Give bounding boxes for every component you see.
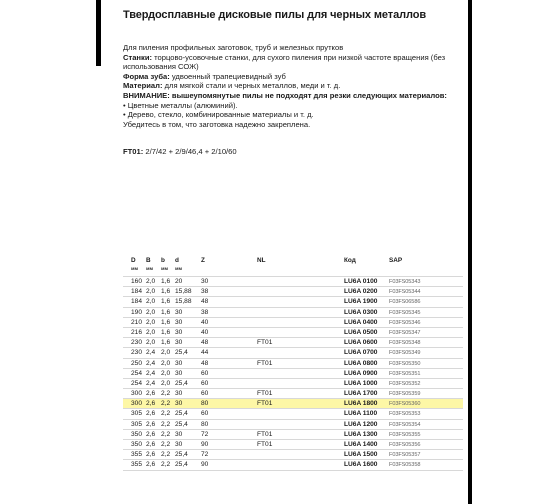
tooth-formula (123, 147, 237, 156)
cell-b-lower: 2,2 (161, 420, 171, 428)
cell-d-bore: 25,4 (175, 410, 188, 418)
cell-sap: F03FS05347 (389, 329, 421, 336)
cell-sap: F03FS05349 (389, 350, 421, 357)
warning-text: вышеупомянутые пилы не подходят для резки следующих материалов: (171, 90, 447, 100)
header-b-lower: b (161, 257, 165, 264)
cell-code: LU6A 1700 (344, 390, 378, 398)
cell-code: LU6A 0400 (344, 318, 378, 326)
formula-text: 2/7/42 + 2/9/46,4 + 2/10/60 (145, 147, 237, 156)
cell-b-upper: 2,0 (146, 308, 156, 316)
cell-b-upper: 2,6 (146, 441, 156, 448)
cell-d-bore: 30 (175, 339, 183, 347)
cell-d-outer: 254 (131, 379, 143, 387)
cell-d-outer: 355 (131, 451, 143, 459)
cell-b-upper: 2,6 (146, 420, 156, 428)
header-z: Z (201, 257, 205, 264)
cell-b-upper: 2,0 (146, 298, 156, 306)
table-row-highlighted (123, 399, 463, 409)
cell-b-lower: 2,0 (161, 379, 171, 387)
cell-nl: FT01 (257, 339, 273, 347)
unit-b-upper: мм (146, 267, 154, 272)
cell-b-lower: 2,2 (161, 461, 171, 469)
cell-z: 60 (201, 390, 209, 398)
table-row (123, 389, 463, 399)
cell-d-outer: 305 (131, 410, 143, 418)
unit-d-outer: мм (131, 267, 139, 272)
cell-code: LU6A 0100 (344, 278, 378, 285)
cell-d-bore: 25,4 (175, 451, 188, 459)
table-row (123, 440, 463, 450)
cell-code: LU6A 1400 (344, 441, 378, 448)
cell-b-upper: 2,0 (146, 328, 156, 336)
cell-code: LU6A 0800 (344, 359, 378, 367)
cell-sap: F03FS06586 (389, 299, 421, 306)
intro-text: Для пиления профильных заготовок, труб и железных прутков (123, 43, 344, 52)
table-row (123, 287, 463, 297)
formula-label: FT01: (123, 147, 144, 156)
header-code: Код (344, 257, 356, 264)
table-row (123, 460, 463, 470)
cell-b-lower: 2,2 (161, 451, 171, 459)
cell-d-bore: 30 (175, 430, 183, 438)
cell-d-outer: 250 (131, 359, 143, 367)
machines-line (123, 53, 463, 72)
safety-note: Убедитесь в том, что заготовка надежно закреплена. (123, 119, 311, 129)
cell-b-lower: 2,2 (161, 410, 171, 418)
cell-d-bore: 30 (175, 400, 183, 408)
cell-code: LU6A 1800 (344, 400, 378, 408)
product-description (123, 43, 463, 129)
cell-d-outer: 230 (131, 339, 143, 347)
cell-b-upper: 2,0 (146, 288, 156, 296)
cell-b-lower: 2,2 (161, 441, 171, 448)
cell-code: LU6A 0900 (344, 369, 378, 377)
cell-b-lower: 1,6 (161, 328, 171, 336)
cell-z: 40 (201, 328, 209, 336)
cell-sap: F03FS05350 (389, 360, 421, 367)
machines-label: Станки: (123, 52, 153, 62)
table-header (123, 257, 463, 276)
cell-b-lower: 1,6 (161, 308, 171, 316)
cell-d-bore: 25,4 (175, 420, 188, 428)
cell-z: 60 (201, 369, 209, 377)
cell-z: 48 (201, 359, 209, 367)
table-row (123, 328, 463, 338)
cell-d-bore: 25,4 (175, 461, 188, 469)
cell-nl: FT01 (257, 359, 273, 367)
cell-b-upper: 2,6 (146, 451, 156, 459)
cell-d-bore: 15,88 (175, 298, 192, 306)
header-sap: SAP (389, 257, 403, 264)
cell-sap: F03FS05351 (389, 370, 421, 377)
material-line (123, 81, 463, 91)
warning-label: ВНИМАНИЕ: (123, 90, 170, 100)
cell-z: 38 (201, 308, 209, 316)
cell-d-outer: 305 (131, 420, 143, 428)
table-row (123, 409, 463, 419)
cell-b-upper: 2,6 (146, 390, 156, 398)
cell-code: LU6A 0600 (344, 339, 378, 347)
cell-z: 80 (201, 400, 209, 408)
cell-b-lower: 2,2 (161, 400, 171, 408)
cell-b-upper: 2,0 (146, 339, 156, 347)
cell-code: LU6A 1000 (344, 379, 378, 387)
cell-sap: F03FS05354 (389, 421, 421, 428)
cell-z: 40 (201, 318, 209, 326)
cell-d-outer: 190 (131, 308, 143, 316)
cell-b-lower: 2,2 (161, 430, 171, 438)
cell-code: LU6A 0700 (344, 349, 378, 357)
spec-table (123, 257, 463, 471)
cell-d-outer: 355 (131, 461, 143, 469)
tooth-label: Форма зуба: (123, 71, 170, 81)
cell-b-upper: 2,4 (146, 369, 156, 377)
cell-z: 72 (201, 451, 209, 459)
material-text: для мягкой стали и черных металлов, меди и т. д. (164, 81, 341, 91)
cell-sap: F03FS05346 (389, 319, 421, 326)
table-row (123, 297, 463, 307)
cell-nl: FT01 (257, 400, 273, 408)
cell-nl: FT01 (257, 430, 273, 438)
cell-d-bore: 30 (175, 441, 183, 448)
cell-b-upper: 2,6 (146, 461, 156, 469)
cell-z: 72 (201, 430, 209, 438)
cell-d-bore: 30 (175, 369, 183, 377)
cell-d-outer: 160 (131, 278, 143, 285)
cell-b-upper: 2,0 (146, 318, 156, 326)
cell-z: 48 (201, 339, 209, 347)
cell-nl: FT01 (257, 441, 273, 448)
cell-sap: F03FS05357 (389, 452, 421, 459)
cell-d-bore: 15,88 (175, 288, 192, 296)
table-row (123, 308, 463, 318)
cell-d-outer: 350 (131, 430, 143, 438)
cell-code: LU6A 1100 (344, 410, 378, 418)
cell-b-upper: 2,4 (146, 379, 156, 387)
cell-d-bore: 30 (175, 318, 183, 326)
cell-b-lower: 1,6 (161, 278, 171, 285)
cell-b-upper: 2,6 (146, 430, 156, 438)
decorative-bar-right (468, 0, 472, 504)
cell-sap: F03FS05353 (389, 411, 421, 418)
cell-b-lower: 1,6 (161, 318, 171, 326)
cell-nl: FT01 (257, 390, 273, 398)
cell-d-bore: 30 (175, 390, 183, 398)
cell-b-upper: 2,4 (146, 349, 156, 357)
cell-sap: F03FS05359 (389, 391, 421, 398)
warning-line (123, 91, 463, 101)
table-row (123, 318, 463, 328)
cell-z: 30 (201, 278, 209, 285)
cell-b-lower: 1,6 (161, 288, 171, 296)
cell-d-outer: 300 (131, 400, 143, 408)
cell-d-bore: 25,4 (175, 349, 188, 357)
table-row (123, 359, 463, 369)
cell-sap: F03FS05343 (389, 279, 421, 285)
unit-b-lower: мм (161, 267, 169, 272)
cell-d-bore: 30 (175, 359, 183, 367)
cell-d-bore: 25,4 (175, 379, 188, 387)
cell-sap: F03FS05352 (389, 380, 421, 387)
cell-code: LU6A 1500 (344, 451, 378, 459)
table-row (123, 450, 463, 460)
cell-b-lower: 2,0 (161, 369, 171, 377)
decorative-bar-left (96, 0, 101, 66)
cell-d-outer: 230 (131, 349, 143, 357)
bullet-wood-glass: • Дерево, стекло, комбинированные материалы и т. д. (123, 110, 314, 120)
cell-d-outer: 210 (131, 318, 143, 326)
cell-d-outer: 184 (131, 298, 143, 306)
cell-d-outer: 184 (131, 288, 143, 296)
cell-b-lower: 1,6 (161, 298, 171, 306)
cell-code: LU6A 1600 (344, 461, 378, 469)
cell-b-lower: 2,2 (161, 390, 171, 398)
cell-code: LU6A 1900 (344, 298, 378, 306)
cell-z: 60 (201, 410, 209, 418)
cell-code: LU6A 0500 (344, 328, 378, 336)
header-nl: NL (257, 257, 266, 264)
table-row (123, 369, 463, 379)
table-row (123, 276, 463, 287)
cell-b-lower: 2,0 (161, 349, 171, 357)
cell-sap: F03FS05356 (389, 442, 421, 448)
cell-code: LU6A 0300 (344, 308, 378, 316)
cell-z: 80 (201, 420, 209, 428)
cell-d-outer: 254 (131, 369, 143, 377)
tooth-text: удвоенный трапециевидный зуб (171, 71, 286, 81)
cell-sap: F03FS05348 (389, 340, 421, 347)
cell-z: 90 (201, 461, 209, 469)
table-row (123, 338, 463, 348)
cell-z: 38 (201, 288, 209, 296)
header-d-bore: d (175, 257, 179, 264)
cell-sap: F03FS05344 (389, 289, 421, 296)
cell-d-outer: 216 (131, 328, 143, 336)
machines-text: торцово-усовочные станки, для сухого пиления при низкой частоте вращения (без использования СОЖ) (123, 52, 446, 72)
tooth-line (123, 72, 463, 82)
cell-d-bore: 30 (175, 328, 183, 336)
cell-b-lower: 2,0 (161, 359, 171, 367)
table-body (123, 276, 463, 471)
cell-sap: F03FS05345 (389, 309, 421, 316)
cell-b-upper: 2,6 (146, 400, 156, 408)
cell-code: LU6A 1200 (344, 420, 378, 428)
cell-b-lower: 1,6 (161, 339, 171, 347)
cell-d-bore: 20 (175, 278, 183, 285)
cell-d-outer: 350 (131, 441, 143, 448)
page-title: Твердосплавные дисковые пилы для черных металлов (123, 9, 427, 21)
cell-z: 44 (201, 349, 209, 357)
material-label: Материал: (123, 81, 163, 91)
cell-code: LU6A 1300 (344, 430, 378, 438)
cell-sap: F03FS05358 (389, 462, 421, 469)
cell-code: LU6A 0200 (344, 288, 378, 296)
unit-d-bore: мм (175, 267, 183, 272)
cell-z: 60 (201, 379, 209, 387)
cell-b-upper: 2,6 (146, 410, 156, 418)
cell-z: 90 (201, 441, 209, 448)
cell-sap: F03FS05355 (389, 431, 421, 438)
table-row (123, 348, 463, 358)
header-b-upper: B (146, 257, 151, 264)
cell-b-upper: 2,4 (146, 359, 156, 367)
cell-sap: F03FS05360 (389, 401, 421, 408)
cell-z: 48 (201, 298, 209, 306)
bullet-nonferrous: • Цветные металлы (алюминий). (123, 100, 238, 110)
table-row (123, 379, 463, 389)
cell-d-bore: 30 (175, 308, 183, 316)
cell-d-outer: 300 (131, 390, 143, 398)
table-row (123, 420, 463, 430)
header-d-outer: D (131, 257, 136, 264)
cell-b-upper: 2,0 (146, 278, 156, 285)
table-row (123, 430, 463, 440)
